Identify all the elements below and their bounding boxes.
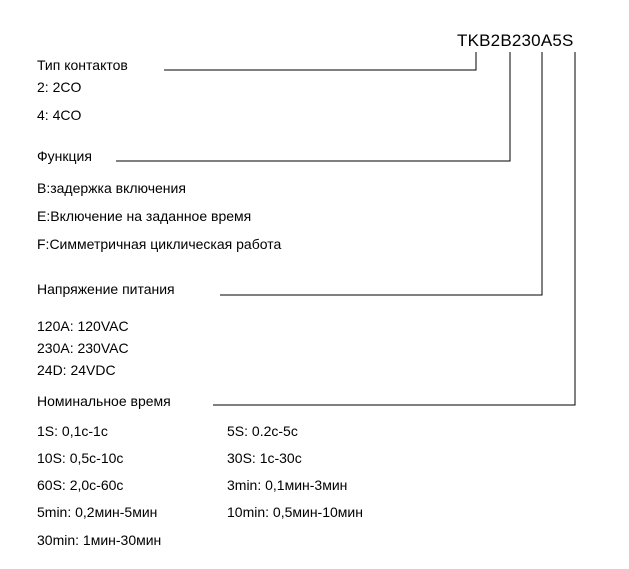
nominal-time-option: 60S: 2,0c-60c: [37, 477, 124, 493]
nominal-time-option: 30S: 1c-30c: [227, 450, 302, 466]
nominal-time-heading: Номинальное время: [37, 393, 171, 409]
function-heading: Функция: [37, 148, 92, 164]
function-option: F:Симметричная циклическая работа: [37, 236, 282, 252]
connector-nominal-time: [213, 52, 575, 405]
supply-voltage-option: 120A: 120VAC: [37, 318, 129, 334]
nominal-time-option: 10min: 0,5мин-10мин: [227, 504, 363, 520]
contact-type-option: 2: 2CO: [37, 79, 82, 95]
model-code: TKB2B230A5S: [457, 31, 574, 50]
supply-voltage-heading: Напряжение питания: [37, 281, 175, 297]
nominal-time-option: 10S: 0,5c-10c: [37, 450, 124, 466]
nominal-time-option: 30min: 1мин-30мин: [37, 532, 162, 548]
nominal-time-option: 5S: 0.2c-5c: [227, 423, 298, 439]
connector-contact-type: [164, 52, 476, 70]
nominal-time-option: 1S: 0,1c-1c: [37, 423, 108, 439]
contact-type-option: 4: 4CO: [37, 107, 82, 123]
connector-function: [116, 52, 510, 161]
nominal-time-option: 5min: 0,2мин-5мин: [37, 504, 158, 520]
contact-type-heading: Тип контактов: [37, 57, 128, 73]
connector-supply-voltage: [220, 52, 542, 295]
nominal-time-option: 3min: 0,1мин-3мин: [227, 477, 348, 493]
function-option: B:задержка включения: [37, 180, 186, 196]
supply-voltage-option: 24D: 24VDC: [37, 362, 116, 378]
function-option: E:Включение на заданное время: [37, 208, 252, 224]
supply-voltage-option: 230A: 230VAC: [37, 340, 129, 356]
